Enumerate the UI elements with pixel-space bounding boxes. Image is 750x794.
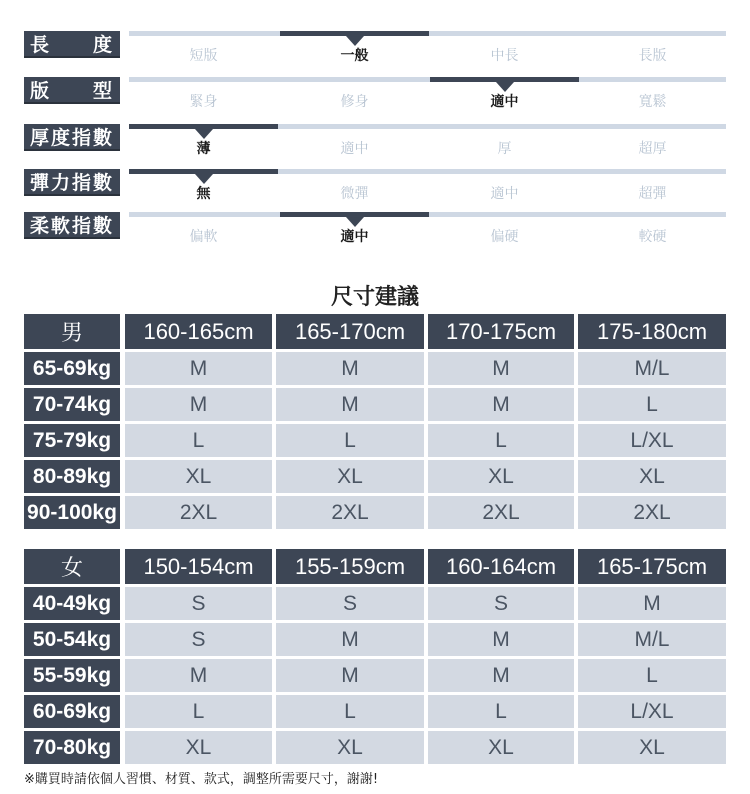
attr-thickness [0,124,750,164]
table-cell-size: M [428,388,574,421]
table-cell-size: 2XL [578,496,726,529]
table-cell-size: M [276,352,424,385]
attr-label: 彈力指數 [24,169,120,196]
table-cell-size: 2XL [428,496,574,529]
table-cell-size: L [428,695,574,728]
table-cell-size: XL [125,460,272,493]
table-cell-size: M [428,352,574,385]
attr-option: 長版 [638,48,667,64]
table-cell-size: S [428,587,574,620]
attr-label [24,31,120,58]
table-cell-size: L [578,659,726,692]
table-row-weight: 75-79kg [24,424,120,457]
table-column-header: 160-164cm [428,549,574,584]
attr-label-char: 度 [92,34,112,56]
table-cell-size: L [428,424,574,457]
table-cell-size: 2XL [276,496,424,529]
attr-length [0,31,750,71]
table-cell-size: S [276,587,424,620]
table-cell-size: M/L [578,623,726,656]
table-row-weight: 80-89kg [24,460,120,493]
attr-option: 微彈 [340,186,369,202]
table-column-header: 150-154cm [125,549,272,584]
table-cell-size: M/L [578,352,726,385]
attr-elasticity [0,169,750,209]
table-column-header: 165-170cm [276,314,424,349]
table-corner-gender: 女 [24,549,120,584]
attr-option: 修身 [340,94,369,110]
attr-option: 適中 [340,141,369,157]
table-row-weight: 90-100kg [24,496,120,529]
table-cell-size: XL [125,731,272,764]
attr-option: 薄 [196,141,211,157]
attr-label-char: 長 [30,34,50,56]
attr-label: 厚度指數 [24,124,120,151]
table-column-header: 165-175cm [578,549,726,584]
attr-softness [0,212,750,252]
table-column-header: 170-175cm [428,314,574,349]
table-cell-size: M [125,659,272,692]
attr-option: 緊身 [189,94,218,110]
table-column-header: 155-159cm [276,549,424,584]
table-row-weight: 55-59kg [24,659,120,692]
table-column-header: 160-165cm [125,314,272,349]
attr-label-char: 版 [30,80,50,102]
attr-option: 短版 [189,48,218,64]
table-cell-size: L [125,695,272,728]
attr-option: 適中 [490,186,519,202]
table-cell-size: XL [428,731,574,764]
attr-option: 適中 [340,229,369,245]
table-cell-size: M [125,388,272,421]
table-row-weight: 70-80kg [24,731,120,764]
table-cell-size: XL [276,731,424,764]
table-cell-size: M [276,388,424,421]
table-row-weight: 65-69kg [24,352,120,385]
table-cell-size: 2XL [125,496,272,529]
attr-track [129,77,726,82]
attr-option: 寬鬆 [638,94,667,110]
table-cell-size: L [578,388,726,421]
table-cell-size: M [276,659,424,692]
table-column-header: 175-180cm [578,314,726,349]
table-cell-size: XL [276,460,424,493]
table-row-weight: 50-54kg [24,623,120,656]
table-cell-size: XL [578,460,726,493]
attr-option: 偏硬 [490,229,519,245]
attr-option: 厚 [497,141,512,157]
table-cell-size: M [428,623,574,656]
table-cell-size: L [276,424,424,457]
table-corner-gender: 男 [24,314,120,349]
attr-option: 一般 [340,48,369,64]
attr-option: 偏軟 [189,229,218,245]
attr-option: 中長 [490,48,519,64]
attr-option: 超彈 [638,186,667,202]
attr-fit [0,77,750,117]
table-cell-size: XL [578,731,726,764]
attr-option: 適中 [490,94,519,110]
attr-label-char: 型 [92,80,112,102]
table-cell-size: M [276,623,424,656]
table-cell-size: S [125,623,272,656]
table-cell-size: M [125,352,272,385]
table-cell-size: M [578,587,726,620]
table-cell-size: S [125,587,272,620]
attr-label: 柔軟指數 [24,212,120,239]
table-row-weight: 60-69kg [24,695,120,728]
attr-option: 超厚 [638,141,667,157]
table-cell-size: M [428,659,574,692]
table-row-weight: 70-74kg [24,388,120,421]
table-cell-size: L [125,424,272,457]
table-row-weight: 40-49kg [24,587,120,620]
footnote: ※購買時請依個人習慣、材質、款式，調整所需要尺寸，謝謝! [24,772,379,787]
table-cell-size: L [276,695,424,728]
table-cell-size: L/XL [578,424,726,457]
size-section-title: 尺寸建議 [330,285,419,310]
attr-label [24,77,120,104]
table-cell-size: XL [428,460,574,493]
attr-option: 較硬 [638,229,667,245]
table-cell-size: L/XL [578,695,726,728]
attr-option: 無 [196,186,211,202]
